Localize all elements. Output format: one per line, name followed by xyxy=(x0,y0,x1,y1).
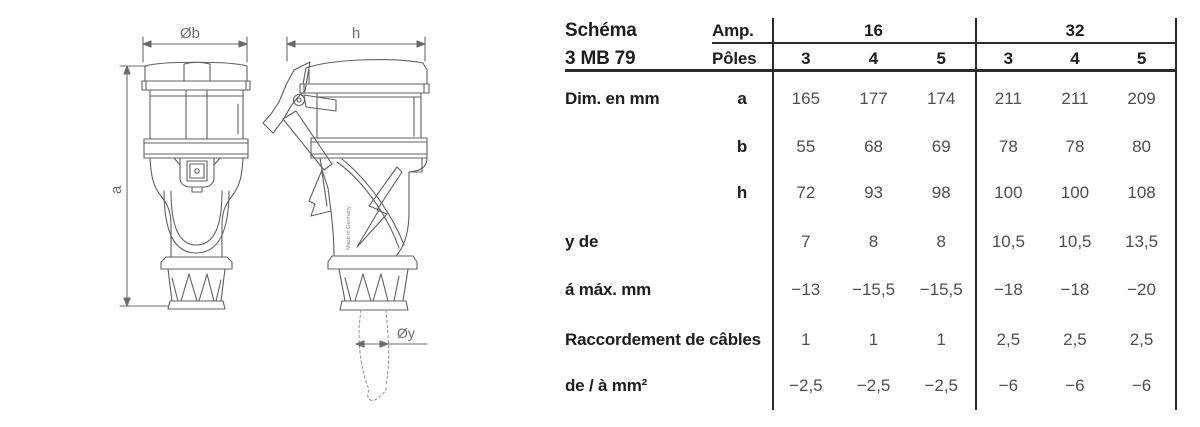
cell-value: −15,5 xyxy=(919,280,963,299)
cell-value: −2,5 xyxy=(856,376,891,395)
base-flare-side xyxy=(328,256,417,269)
cell-value: 13,5 xyxy=(1125,232,1159,251)
cell-value: 72 xyxy=(796,183,816,202)
spec-table xyxy=(565,0,1185,427)
gland-rim xyxy=(168,301,225,309)
cell-value: 2,5 xyxy=(996,330,1021,349)
cell-value: 1 xyxy=(936,330,946,349)
dimension-diameter-y xyxy=(356,325,427,347)
cell-value: −2,5 xyxy=(924,376,958,395)
row-label: de / à mm² xyxy=(565,376,648,395)
cell-value: −18 xyxy=(1060,280,1090,299)
cell-value: −15,5 xyxy=(852,280,896,299)
cell-value: −6 xyxy=(998,376,1019,395)
cell-value: 8 xyxy=(936,232,946,251)
cell-value: 2,5 xyxy=(1063,330,1087,349)
row-sublabel xyxy=(712,375,772,397)
base-flare xyxy=(161,257,232,269)
dimension-diameter-b xyxy=(143,25,247,62)
row-label: y de xyxy=(565,232,599,251)
cell-value: 209 xyxy=(1127,89,1156,108)
cell-value: 174 xyxy=(927,89,956,108)
poles-col: 4 xyxy=(868,49,879,68)
cable-gland-side xyxy=(339,269,408,301)
amp-group-16: 16 xyxy=(864,21,883,40)
lightning-bolt xyxy=(357,167,402,247)
table-vline-3 xyxy=(1175,18,1177,410)
table-row-y-de xyxy=(565,231,1176,253)
table-header-row-amp xyxy=(565,20,1176,42)
dim-a-label: a xyxy=(108,185,125,194)
cell-value: −2,5 xyxy=(789,376,823,395)
latch-pivot-pin xyxy=(297,98,301,102)
schema-model: 3 MB 79 xyxy=(565,48,636,69)
cell-value: 100 xyxy=(1060,183,1090,202)
cap-dome-side xyxy=(303,60,427,84)
cell-value: −18 xyxy=(993,280,1023,299)
row-label: á máx. mm xyxy=(565,280,652,299)
row-sublabel: a xyxy=(737,89,747,108)
latch-screw xyxy=(195,169,199,173)
cell-value: 1 xyxy=(801,330,811,349)
cell-value: 100 xyxy=(994,183,1023,202)
upper-body xyxy=(150,90,243,139)
cell-value: 78 xyxy=(1065,137,1085,156)
table-row-a-max xyxy=(565,279,1176,301)
poles-col: 3 xyxy=(801,49,811,68)
latch-arm xyxy=(283,111,332,170)
dim-h-label: h xyxy=(351,25,361,42)
cell-value: 55 xyxy=(796,137,816,156)
cell-value: 8 xyxy=(868,232,879,251)
cell-value: 165 xyxy=(791,89,821,108)
poles-col: 3 xyxy=(1003,49,1014,68)
cell-value: 1 xyxy=(868,330,879,349)
grip-curves xyxy=(164,191,229,253)
poles-col: 4 xyxy=(1070,49,1080,68)
table-row-dim-a xyxy=(565,88,1176,110)
cell-value: 69 xyxy=(931,137,951,156)
row-label: Dim. en mm xyxy=(565,89,660,108)
cell-value: 93 xyxy=(864,183,883,202)
row-sublabel xyxy=(712,231,772,253)
cell-value: 108 xyxy=(1127,183,1156,202)
microtext-label: Made in Germany xyxy=(346,206,352,250)
amp-group-32: 32 xyxy=(1065,21,1085,40)
cell-value: 177 xyxy=(859,89,888,108)
row-sublabel: h xyxy=(736,183,748,202)
table-vline-2 xyxy=(975,18,977,410)
cell-value: 10,5 xyxy=(991,232,1025,251)
cap-rim xyxy=(142,81,250,90)
dim-b-label: Øb xyxy=(179,25,201,42)
dimension-a xyxy=(108,66,168,306)
cell-value: 98 xyxy=(931,183,951,202)
table-row-dim-b xyxy=(565,136,1176,158)
cell-value: 211 xyxy=(994,89,1022,108)
cap-panel xyxy=(184,63,210,82)
table-hline-amp xyxy=(712,42,1176,44)
row-sublabel xyxy=(712,279,772,301)
row-sublabel xyxy=(712,329,772,351)
schema-label: Schéma xyxy=(565,20,637,41)
cell-value: 211 xyxy=(1061,89,1089,108)
side-pocket xyxy=(309,170,331,216)
cell-value: 2,5 xyxy=(1129,330,1154,349)
cell-value: −13 xyxy=(791,280,821,299)
front-view xyxy=(142,62,250,309)
mid-ring xyxy=(144,139,248,158)
poles-col: 5 xyxy=(1136,49,1147,68)
cell-value: 7 xyxy=(801,232,811,251)
latch-detail xyxy=(174,158,220,192)
cell-value: 10,5 xyxy=(1058,232,1092,251)
gland-rim-side xyxy=(340,301,408,310)
table-row-dim-h xyxy=(565,182,1176,204)
cap-dome xyxy=(145,62,247,81)
poles-col: 5 xyxy=(936,49,946,68)
technical-drawing xyxy=(0,0,560,427)
table-row-raccordement xyxy=(565,329,1176,351)
cell-value: 80 xyxy=(1132,137,1151,156)
mid-ring-side xyxy=(311,138,427,158)
cell-value: 68 xyxy=(864,137,883,156)
table-header-row-poles xyxy=(565,48,1176,70)
row-label xyxy=(565,136,712,158)
poles-label: Pôles xyxy=(712,49,757,68)
cable-outline xyxy=(359,310,389,400)
cell-value: 78 xyxy=(998,137,1018,156)
dim-y-label: Øy xyxy=(397,325,415,341)
dimension-h xyxy=(287,25,425,61)
cell-value: −6 xyxy=(1065,376,1085,395)
row-label xyxy=(565,182,712,204)
table-vline-1 xyxy=(772,18,774,410)
cable-dashed xyxy=(359,310,389,400)
grip-right-edge xyxy=(396,158,427,256)
cell-value: −6 xyxy=(1131,376,1152,395)
latch-lever xyxy=(263,62,310,133)
cell-value: −20 xyxy=(1127,280,1156,299)
cable-gland xyxy=(168,269,225,301)
row-label: Raccordement de câbles xyxy=(565,330,761,349)
table-row-de-a-mm2 xyxy=(565,375,1176,397)
amp-label: Amp. xyxy=(712,21,754,40)
row-sublabel: b xyxy=(736,137,748,156)
side-view xyxy=(263,60,429,310)
cap-rim-side xyxy=(300,84,429,93)
